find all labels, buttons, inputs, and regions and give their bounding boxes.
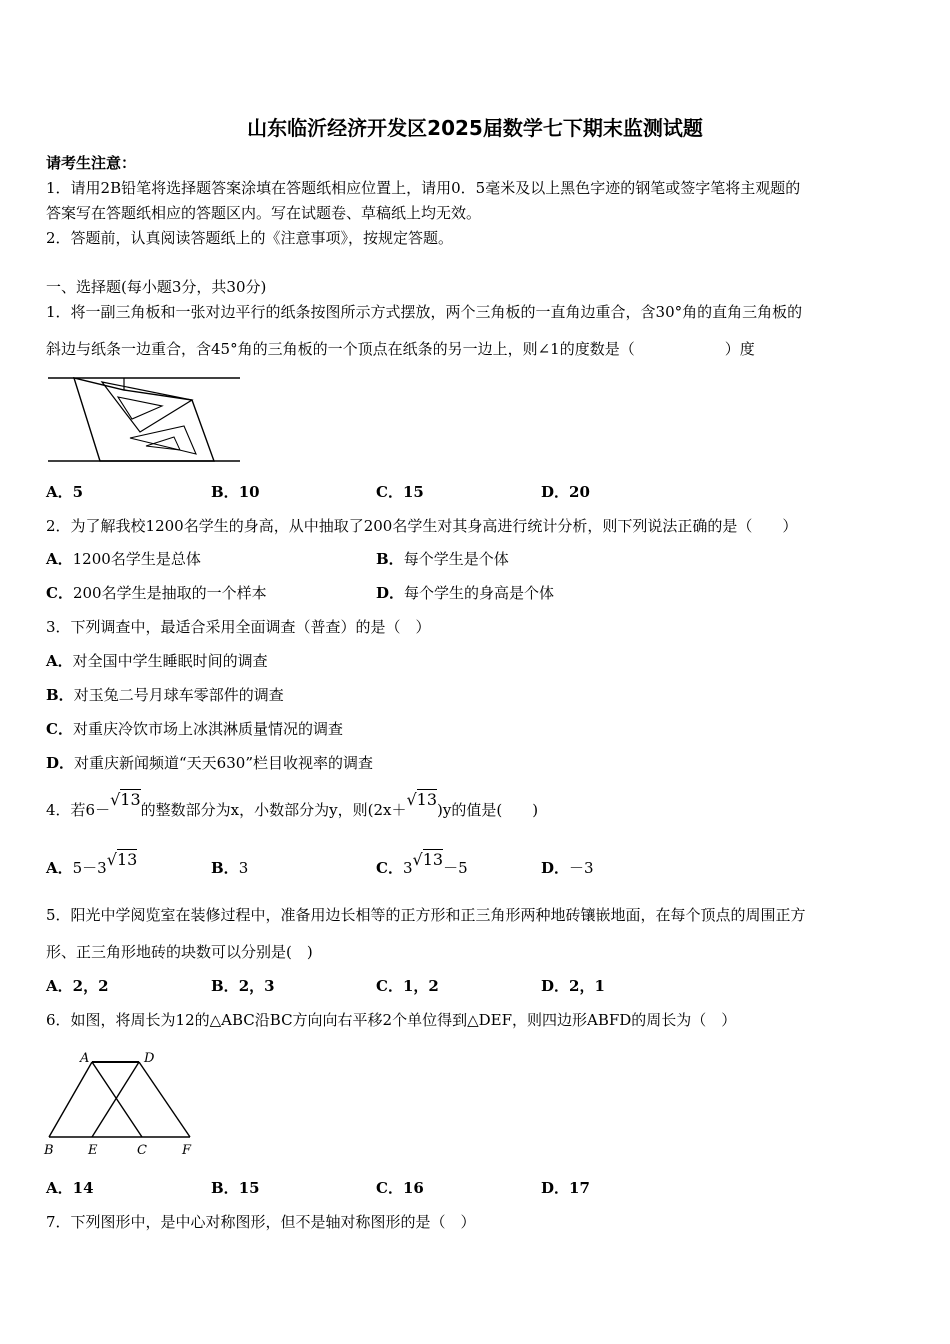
q1-option-b[interactable]: B．10 (211, 483, 260, 501)
q1-option-c[interactable]: C．15 (376, 483, 424, 501)
q1-stem-line2: 斜边与纸条一边重合，含45°角的三角板的一个顶点在纸条的另一边上，则∠1的度数是（ ）度 (46, 340, 755, 358)
q1-option-a[interactable]: A．5 (46, 483, 84, 501)
q4-option-d[interactable]: D．－3 (541, 859, 594, 877)
q6-label-d: D (144, 1051, 155, 1066)
q4-stem (46, 790, 539, 820)
q4-stem-mid: 的整数部分为x，小数部分为y，则(2x＋ (140, 801, 407, 819)
q1-triangle-ruler-figure (44, 374, 244, 466)
notice-line-1: 1．请用2B铅笔将选择题答案涂填在答题纸相应位置上，请用0．5毫米及以上黑色字迹的钢笔或签字笔将主观题的 (46, 179, 801, 197)
q3-stem: 3．下列调查中，最适合采用全面调查（普查）的是（ ） (46, 618, 431, 636)
q3-option-d[interactable]: D．对重庆新闻频道“天天630”栏目收视率的调查 (46, 754, 373, 772)
q2-option-b[interactable]: B．每个学生是个体 (376, 550, 509, 568)
notice-heading: 请考生注意： (46, 154, 137, 172)
q6-option-b[interactable]: B．15 (211, 1179, 260, 1197)
q6-label-e: E (88, 1143, 98, 1158)
notice-line-1b: 答案写在答题纸相应的答题区内。写在试题卷、草稿纸上均无效。 (46, 204, 482, 222)
q3-option-a[interactable]: A．对全国中学生睡眠时间的调查 (46, 652, 268, 670)
q4-sqrt-2: √13 (406, 790, 438, 809)
section-heading: 一、选择题(每小题3分，共30分) (46, 278, 267, 296)
q4-option-b[interactable]: B．3 (211, 859, 249, 877)
q2-stem: 2．为了解我校1200名学生的身高，从中抽取了200名学生对其身高进行统计分析，则下列说法正确的是（ ） (46, 517, 798, 535)
q4-option-a[interactable]: A．5－3√13 (46, 850, 138, 877)
q3-option-c[interactable]: C．对重庆冷饮市场上冰淇淋质量情况的调查 (46, 720, 343, 738)
q5-stem-line2: 形、正三角形地砖的块数可以分别是( ) (46, 943, 313, 961)
q1-option-d[interactable]: D．20 (541, 483, 590, 501)
q2-option-d[interactable]: D．每个学生的身高是个体 (376, 584, 555, 602)
q4-stem-prefix: 4．若6－ (46, 801, 111, 819)
notice-line-2: 2．答题前，认真阅读答题纸上的《注意事项》，按规定答题。 (46, 229, 454, 247)
q5-option-d[interactable]: D．2，1 (541, 977, 605, 995)
q4-stem-suffix: )y的值是( ) (437, 801, 539, 819)
q6-label-c: C (137, 1143, 147, 1158)
q5-option-c[interactable]: C．1，2 (376, 977, 439, 995)
q5-option-a[interactable]: A．2，2 (46, 977, 109, 995)
q6-label-f: F (182, 1143, 192, 1158)
q5-option-b[interactable]: B．2，3 (211, 977, 275, 995)
q4-sqrt-1: √13 (110, 790, 141, 809)
q6-stem: 6．如图，将周长为12的△ABC沿BC方向向右平移2个单位得到△DEF，则四边形ABFD的周长为（ ） (46, 1011, 737, 1029)
q6-translation-figure (42, 1048, 202, 1160)
q5-stem-line1: 5．阳光中学阅览室在装修过程中，准备用边长相等的正方形和正三角形两种地砖镶嵌地面，在每个顶点的周围正方 (46, 906, 806, 924)
q2-option-a[interactable]: A．1200名学生是总体 (46, 550, 201, 568)
page-title: 山东临沂经济开发区2025届数学七下期末监测试题 (247, 116, 703, 140)
q1-stem-line1: 1．将一副三角板和一张对边平行的纸条按图所示方式摆放，两个三角板的一直角边重合，含30°角的直角三角板的 (46, 303, 803, 321)
q2-option-c[interactable]: C．200名学生是抽取的一个样本 (46, 584, 267, 602)
q6-option-d[interactable]: D．17 (541, 1179, 590, 1197)
q6-label-b: B (44, 1143, 54, 1158)
q6-option-c[interactable]: C．16 (376, 1179, 424, 1197)
q6-label-a: A (80, 1051, 90, 1066)
q7-stem: 7．下列图形中，是中心对称图形，但不是轴对称图形的是（ ） (46, 1213, 476, 1231)
q4-option-c[interactable]: C．3√13－5 (376, 850, 468, 877)
q3-option-b[interactable]: B．对玉兔二号月球车零部件的调查 (46, 686, 284, 704)
q6-option-a[interactable]: A．14 (46, 1179, 94, 1197)
